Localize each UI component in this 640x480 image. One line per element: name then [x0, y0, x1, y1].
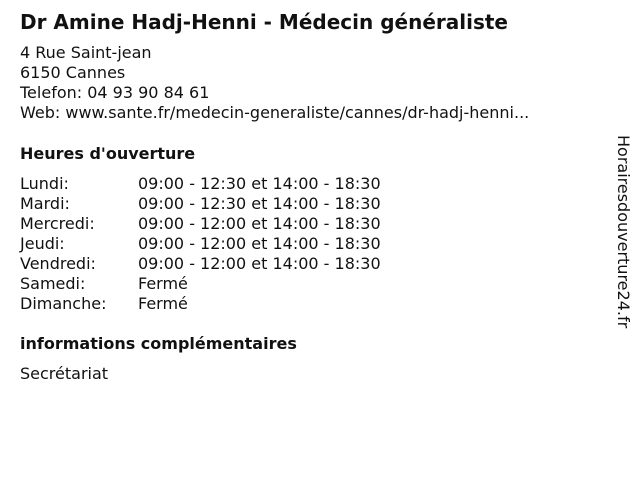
hours-row-monday: [20, 174, 381, 194]
day-times: Fermé: [138, 274, 188, 293]
hours-row-thursday: [20, 234, 381, 254]
day-times: 09:00 - 12:00 et 14:00 - 18:30: [138, 214, 381, 233]
site-watermark: Horairesdouverture24.fr: [614, 135, 633, 329]
day-label: Samedi:: [20, 274, 86, 293]
address-block: [20, 43, 529, 123]
day-label: Lundi:: [20, 174, 69, 193]
hours-heading: Heures d'ouverture: [20, 144, 196, 163]
day-times: 09:00 - 12:00 et 14:00 - 18:30: [138, 254, 381, 273]
day-label: Jeudi:: [20, 234, 65, 253]
hours-row-saturday: [20, 274, 381, 294]
hours-row-friday: [20, 254, 381, 274]
day-label: Mercredi:: [20, 214, 95, 233]
hours-row-tuesday: [20, 194, 381, 214]
day-label: Vendredi:: [20, 254, 96, 273]
day-times: Fermé: [138, 294, 188, 313]
info-text: Secrétariat: [20, 364, 109, 383]
day-times: 09:00 - 12:30 et 14:00 - 18:30: [138, 194, 381, 213]
page-title: Dr Amine Hadj-Henni - Médecin généraliste: [20, 10, 508, 34]
website-link: Web: www.sante.fr/medecin-generaliste/cannes/dr-hadj-henni...: [20, 103, 530, 122]
city-address: 6150 Cannes: [20, 63, 126, 82]
day-times: 09:00 - 12:00 et 14:00 - 18:30: [138, 234, 381, 253]
hours-table: [20, 174, 381, 314]
day-label: Mardi:: [20, 194, 70, 213]
day-label: Dimanche:: [20, 294, 107, 313]
hours-row-sunday: [20, 294, 381, 314]
day-times: 09:00 - 12:30 et 14:00 - 18:30: [138, 174, 381, 193]
hours-row-wednesday: [20, 214, 381, 234]
street-address: 4 Rue Saint-jean: [20, 43, 152, 62]
phone-number: Telefon: 04 93 90 84 61: [20, 83, 210, 102]
info-heading: informations complémentaires: [20, 334, 297, 353]
